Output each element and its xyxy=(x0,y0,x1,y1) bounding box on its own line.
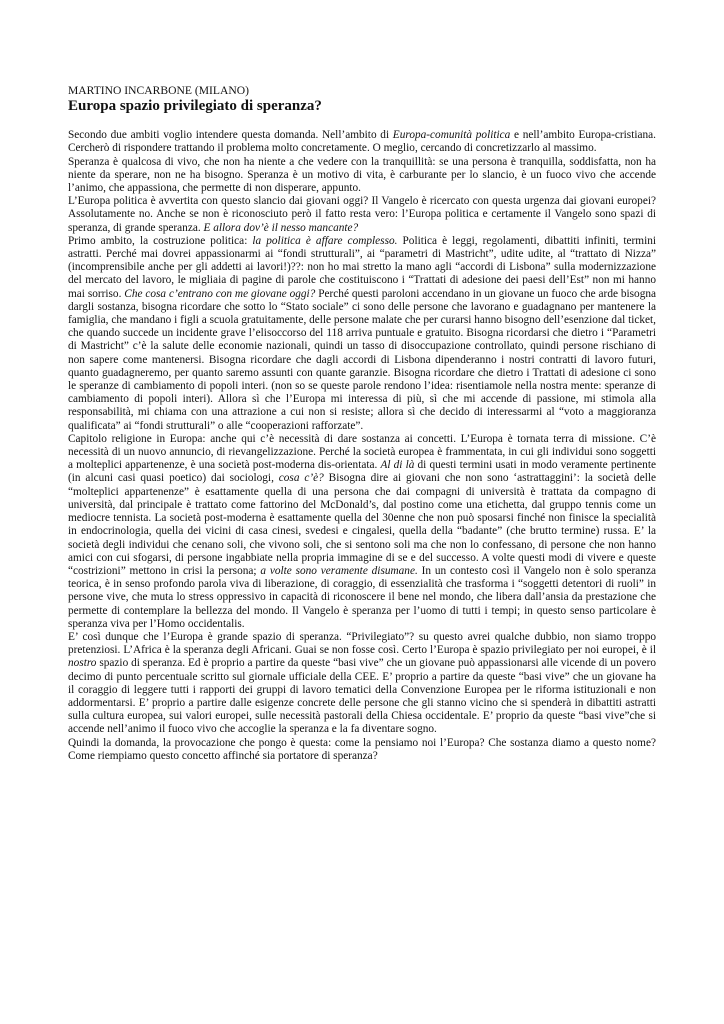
paragraph xyxy=(68,433,656,631)
text-run: Bisogna dire ai giovani che non sono ‘astrattaggini’: la società delle “molteplici appartenenze” è esattamente quella di una persona che dai compagni di università è trattata da compagno di università, dal principale è trattato come fattorino del McDonald’s, dal postino come una etichetta, dal gruppo tennis come un mediocre tennista. La società post-moderna è esattamente quella del 30enne che non può sposarsi finché non finisce la specialità in endocrinologia, quella dei vicini di casa cinesi, svedesi e cingalesi, quella della “badante” (che brutto termine) russa. E’ la società degli individui che cenano soli, che vivono soli, che si sentono soli ma che non lo confessano, di persone che non hanno amici con cui sfogarsi, di persone ingabbiate nella propria immagine di se e del successo. A volte questi modi di vivere e queste “costrizioni” mettono in crisi la persona; xyxy=(68,472,656,577)
author-line: MARTINO INCARBONE (MILANO) xyxy=(68,84,249,97)
italic-text: Al di là xyxy=(380,459,415,472)
text-run: Quindi la domanda, la provocazione che pongo è questa: come la pensiamo noi l’Europa? Che sostanza diamo a questo nome? Come riempiamo questo concetto affinché sia portatore di speranza? xyxy=(68,736,656,762)
text-run: In un contesto così il Vangelo non è solo speranza teorica, è in senso profondo parola viva di liberazione, di coraggio, di essenzialità che trasforma i “soggetti detentori di ruoli” in persone vive, che muta lo stress oppressivo in capacità di riconoscere il bene nel mondo, che libera dall’ansia da prestazione che permette di contemplare la bellezza del mondo. Il Vangelo è speranza per l’uomo di tutti i tempi; in questo senso particolare è speranza viva per l’Homo occidentalis. xyxy=(68,564,656,630)
italic-text: nostro xyxy=(68,657,97,670)
paragraph xyxy=(68,737,656,763)
text-run: Perché questi paroloni accendano in un giovane un fuoco che arde bisogna dargli sostanza, bisogna ricordare che sotto lo “Stato sociale” ci sono delle persone che lavorano e guadagnano per mantenere la famiglia, che mandano i figli a scuola gratuitamente, delle persone malate che per curarsi hanno bisogno dell’esenzione dal ticket, che quando succede un incidente grave l’elisoccorso del 118 arriva puntuale e gratuito. Bisogna ricordarsi che dietro i “Parametri di Mastricht” c’è la salute delle economie nazionali, quindi un tasso di disoccupazione controllato, quindi persone rischiano di non sapere come mantenersi. Bisogna ricordare che dagli accordi di Lisbona dipenderanno i nostri contratti di lavoro futuri, quanto guadagneremo, per quanto saremo assunti con quante garanzie. Bisogna ricordare che dietro i Trattati di adesione ci sono le speranze di cambiamento di popoli interi. (non so se queste parole rendono l’idea: risentiamole nella nostra mente: speranze di cambiamento di popoli interi). Allora sì che l’Europa mi interessa di più, sì che mi accende di passione, mi stimola alla responsabilità, mi chiama con una attrazione a cui non si resiste; allora sì che decido di interessarmi al “voto a maggioranza qualificata” ai “fondi strutturali” o alle “cooperazioni rafforzate”. xyxy=(68,287,657,432)
paragraph xyxy=(68,235,656,433)
italic-text: , cosa c’è? xyxy=(271,472,324,485)
text-run: L’Europa politica è avvertita con questo slancio dai giovani oggi? Il Vangelo è ricercato con questa urgenza dai giovani europei? Assolutamente no. Anche se non è riconosciuto però il fatto resta vero: l’Europa politica e certamente il Vangelo sono spazi di speranza, di grande speranza. xyxy=(68,195,656,234)
text-run: e nell’ambito Europa-cristiana. Cercherò di rispondere trattando il problema molto concretamente. O meglio, cercando di concretizzarlo al massimo. xyxy=(68,129,656,155)
italic-text: Europa-comunità politica xyxy=(392,129,511,142)
text-run: spazio di speranza. Ed è proprio a partire da queste “basi vive” che un giovane può appassionarsi alle vicende di un povero decimo di punto percentuale scritto sul giornale ufficiale della CEE. E’ proprio a partire da queste “basi vive” che un giovane ha il coraggio di leggere tutti i rapporti dei gruppi di lavoro tematici della Convenzione Europea per le riforma istituzionali e non addormentarsi. E’ proprio a partire dalle esigenze concrete delle persone che gli stanno vicino che si spenderà in dibattiti astratti sulla cultura europea, sui valori europei, sulle necessità pastorali della Chiesa occidentale. E’ proprio da queste “basi vive”che si accende nell’animo il fuoco vivo che accoglie la speranza e la fa diventare sogno. xyxy=(68,657,656,736)
italic-text: Che cosa c’entrano con me giovane oggi? xyxy=(124,287,316,300)
text-run: Capitolo religione in Europa: anche qui c’è necessità di dare sostanza ai concetti. L’Europa è tornata terra di missione. C’è necessità di un nuovo annuncio, di rievangelizzazione. Perché la società europea è frammentata, in cui gli individui sono soggetti a molteplici appartenenze, è una società post-moderna dis-orientata. xyxy=(68,432,656,472)
text-run: E’ così dunque che l’Europa è grande spazio di speranza. “Privilegiato”? su questo avrei qualche dubbio, non siamo troppo pretenziosi. L’Africa è la speranza degli Africani. Guai se non fosse così. Certo l’Europa è spazio privilegiato per noi europei, è il xyxy=(68,630,656,657)
italic-text: la politica è affare complesso. xyxy=(252,234,398,247)
article-body xyxy=(68,129,656,763)
text-run: Primo ambito, la costruzione politica: xyxy=(68,234,253,247)
text-run: Secondo due ambiti voglio intendere questa domanda. Nell’ambito di xyxy=(68,129,393,142)
paragraph xyxy=(68,156,656,196)
italic-text: E allora dov’è il nesso mancante? xyxy=(203,221,359,234)
text-run: Speranza è qualcosa di vivo, che non ha niente a che vedere con la tranquillità: se una persona è tranquilla, soddisfatta, non ha niente da sperare, non ne ha bisogno. Speranza è un motivo di vita, è carburante per lo slancio, è un fuoco vivo che accende l’animo, che appassiona, che permette di non disperare, appunto. xyxy=(68,155,656,195)
text-run: di questi termini usati in modo veramente pertinente (in alcuni casi quasi poetico) dai sociologi xyxy=(68,459,656,485)
text-run: Politica è leggi, regolamenti, dibattiti infiniti, termini astratti. Perché mai dovrei appassionarmi ai “fondi strutturali”, ai “parametri di Mastricht”, udite udite, al “trattato di Nizza” (incomprensibile anche per gli addetti ai lavori!)??: non ho mai stretto la mano agli “accordi di Lisbona” sulla modernizzazione del mercato del lavoro, le migliaia di pagine di parole che costituiscono i “Trattati di adesione dei paesi dell’Est” non mi hanno mai sorriso. xyxy=(68,234,656,300)
paragraph xyxy=(68,631,656,737)
paragraph xyxy=(68,195,656,235)
document-page xyxy=(68,84,656,763)
italic-text: a volte sono veramente disumane. xyxy=(260,564,418,577)
page-title: Europa spazio privilegiato di speranza? xyxy=(68,98,322,115)
paragraph xyxy=(68,129,656,155)
